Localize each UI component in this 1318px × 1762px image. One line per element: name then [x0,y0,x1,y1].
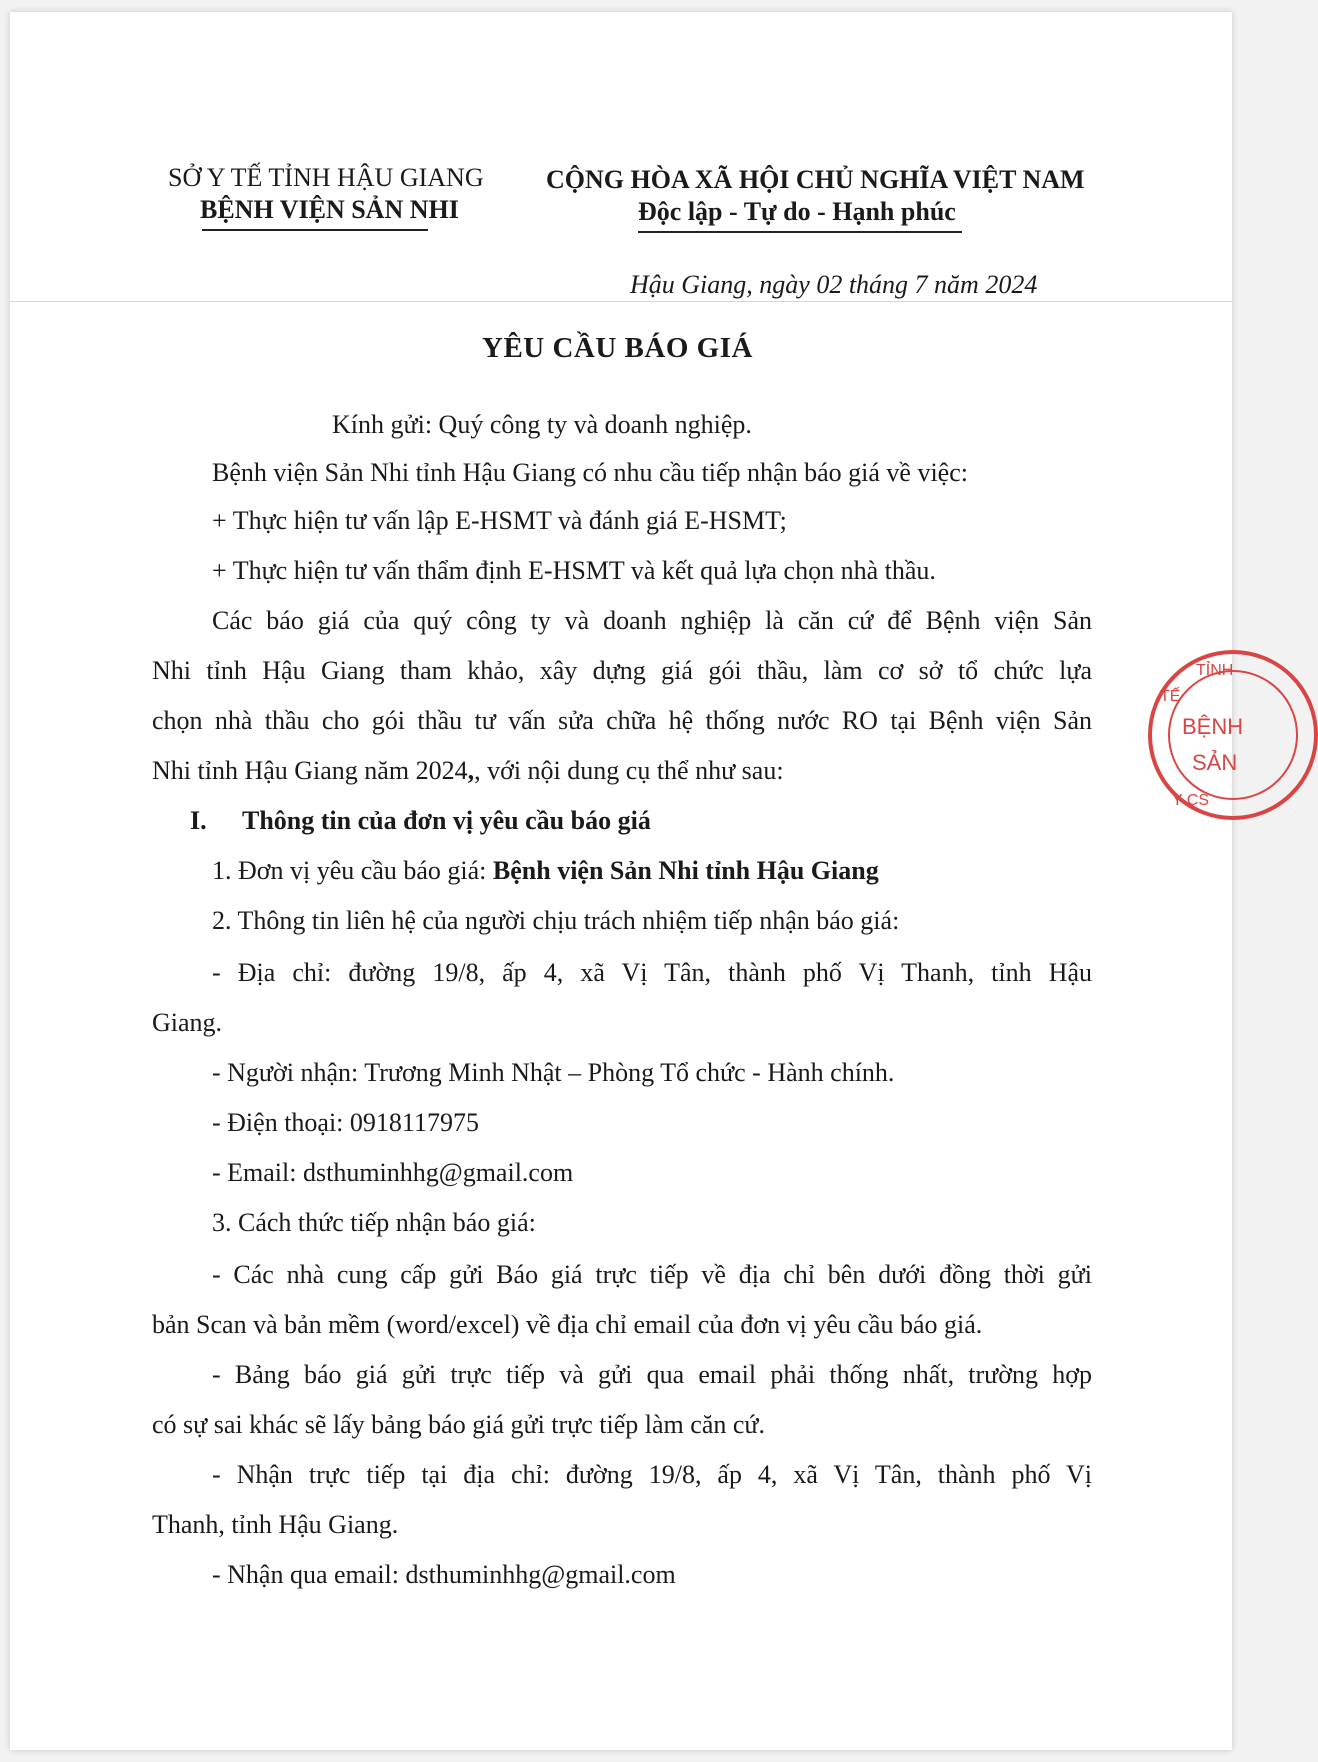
method-2-line-2: có sự sai khác sẽ lấy bảng báo giá gửi trực tiếp làm căn cứ. [152,1410,765,1439]
stamp-low-text: SẢN [1192,750,1238,775]
stamp-top-text: TỈNH [1196,662,1234,679]
method-4: - Nhận qua email: dsthuminhhg@gmail.com [212,1560,676,1589]
method-3-line-2: Thanh, tỉnh Hậu Giang. [152,1510,399,1539]
section-number: I. [190,806,207,835]
stamp-bottom-text: Y CS [1172,792,1210,809]
section-heading: Thông tin của đơn vị yêu cầu báo giá [242,806,651,835]
address-line-1: - Địa chỉ: đường 19/8, ấp 4, xã Vị Tân, thành phố Vị Thanh, tỉnh Hậu [212,958,1092,987]
item-2: 2. Thông tin liên hệ của người chịu trách nhiệm tiếp nhận báo giá: [212,906,900,935]
method-1-line-2: bản Scan và bản mềm (word/excel) về địa chỉ email của đơn vị yêu cầu báo giá. [152,1310,983,1339]
motto-underline [638,231,962,233]
task-1: + Thực hiện tư vấn lập E-HSMT và đánh giá E-HSMT; [212,506,787,535]
document-title: YÊU CẦU BÁO GIÁ [482,332,753,364]
item-1-label: 1. Đơn vị yêu cầu báo giá: [212,856,493,885]
issuer-name: BỆNH VIỆN SẢN NHI [200,195,459,224]
date-line: Hậu Giang, ngày 02 tháng 7 năm 2024 [630,270,1038,299]
method-1-line-1: - Các nhà cung cấp gửi Báo giá trực tiếp về địa chỉ bên dưới đồng thời gửi [212,1260,1092,1289]
greeting: Kính gửi: Quý công ty và doanh nghiệp. [332,410,752,439]
document-page [10,12,1244,1750]
item-3: 3. Cách thức tiếp nhận báo giá: [212,1208,536,1237]
scan-line [10,301,1232,302]
method-3-line-1: - Nhận trực tiếp tại địa chỉ: đường 19/8, ấp 4, xã Vị Tân, thành phố Vị [212,1460,1092,1489]
issuer-department: SỞ Y TẾ TỈNH HẬU GIANG [168,163,484,192]
issuer-underline [202,229,428,231]
item-1 [212,856,879,886]
purpose-line-2: Nhi tỉnh Hậu Giang tham khảo, xây dựng giá gói thầu, làm cơ sở tổ chức lựa [152,656,1092,685]
phone: - Điện thoại: 0918117975 [212,1108,479,1137]
address-line-2: Giang. [152,1008,223,1037]
stamp-edge-text: TẾ [1160,688,1181,705]
item-1-value: Bệnh viện Sản Nhi tỉnh Hậu Giang [492,856,879,885]
national-title: CỘNG HÒA XÃ HỘI CHỦ NGHĨA VIỆT NAM [546,165,1085,194]
intro: Bệnh viện Sản Nhi tỉnh Hậu Giang có nhu cầu tiếp nhận báo giá về việc: [212,458,968,487]
national-motto: Độc lập - Tự do - Hạnh phúc [638,197,956,226]
purpose-tail: , với nội dung cụ thể như sau: [474,756,784,785]
purpose-line-3: chọn nhà thầu cho gói thầu tư vấn sửa chữa hệ thống nước RO tại Bệnh viện Sản [152,706,1092,735]
receiver: - Người nhận: Trương Minh Nhật – Phòng Tổ chức - Hành chính. [212,1058,895,1087]
red-seal-stamp [1148,650,1318,820]
purpose-line-1: Các báo giá của quý công ty và doanh nghiệp là căn cứ để Bệnh viện Sản [212,606,1092,635]
task-2: + Thực hiện tư vấn thẩm định E-HSMT và kết quả lựa chọn nhà thầu. [212,556,936,585]
purpose-year-phrase: Nhi tỉnh Hậu Giang năm 2024 [152,756,468,785]
stamp-mid-text: BỆNH [1182,714,1244,739]
email: - Email: dsthuminhhg@gmail.com [212,1158,574,1187]
method-2-line-1: - Bảng báo giá gửi trực tiếp và gửi qua email phải thống nhất, trường hợp [212,1360,1092,1389]
purpose-line-4 [152,756,784,786]
purpose-comma: , [467,756,475,785]
